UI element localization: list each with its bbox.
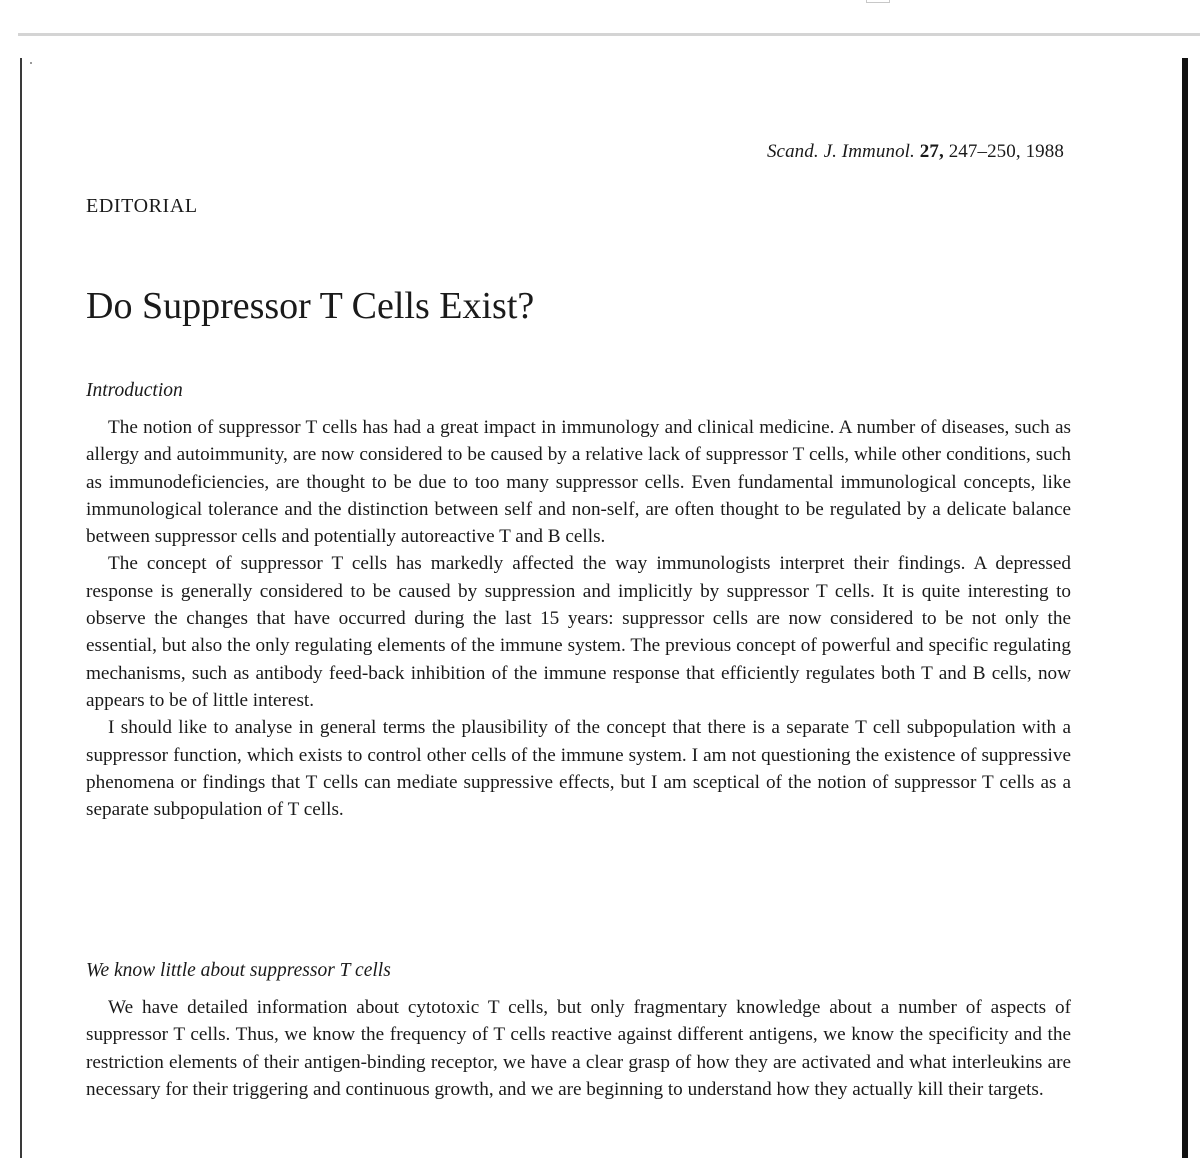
journal-pages-year: 247–250, 1988 (948, 141, 1064, 162)
page-corner-mark (30, 62, 32, 64)
scroll-thumb[interactable] (866, 0, 890, 3)
section-label: EDITORIAL (86, 195, 198, 217)
paragraph: The notion of suppressor T cells has had a great impact in immunology and clinical medicine. A number of diseases, such as allergy and autoimmunity, are now considered to be caused by a relative lack of suppressor T cells, while other conditions, such as immunodeficiencies, are thought to be due to too many suppressor cells. Even fundamental immunological concepts, like immunological tolerance and the distinction between self and non-self, are often thought to be regulated by a delicate balance between suppressor cells and potentially autoreactive T and B cells. (86, 417, 1071, 548)
page-edge-shadow (1182, 58, 1188, 1158)
toolbar-divider (18, 33, 1200, 36)
section-heading: Introduction (86, 380, 183, 401)
section-heading: We know little about suppressor T cells (86, 960, 391, 981)
journal-citation (767, 141, 1064, 163)
section-introduction (86, 378, 1071, 823)
paragraph: I should like to analyse in general terms the plausibility of the concept that there is a separate T cell subpopulation with a suppressor function, which exists to control other cells of the immune system. I am not questioning the existence of suppressive phenomena or findings that T cells can mediate suppressive effects, but I am sceptical of the notion of suppressor T cells as a separate subpopulation of T cells. (86, 717, 1071, 821)
journal-name: Scand. J. Immunol. (766, 141, 915, 162)
paragraph: We have detailed information about cytotoxic T cells, but only fragmentary knowledge about a number of aspects of suppressor T cells. Thus, we know the frequency of T cells reactive against different antigens, we know the specificity and the restriction elements of their antigen-binding receptor, we have a clear grasp of how they are activated and what interleukins are necessary for their triggering and continuous growth, and we are beginning to understand how they actually kill their targets. (86, 997, 1071, 1100)
document-page (20, 58, 1182, 1158)
journal-volume: 27, (919, 141, 944, 162)
paragraph: The concept of suppressor T cells has markedly affected the way immunologists interpret their findings. A depressed response is generally considered to be caused by suppression and implicitly by suppressor T cells. It is quite interesting to observe the changes that have occurred during the last 15 years: suppressor cells are now considered to be not only the essential, but also the only regulating elements of the immune system. The previous concept of powerful and specific regulating mechanisms, such as antibody feed-back inhibition of the immune response that efficiently regulates both T and B cells, now appears to be of little interest. (86, 553, 1071, 711)
section-we-know-little (86, 958, 1071, 1103)
article-title: Do Suppressor T Cells Exist? (86, 285, 535, 327)
